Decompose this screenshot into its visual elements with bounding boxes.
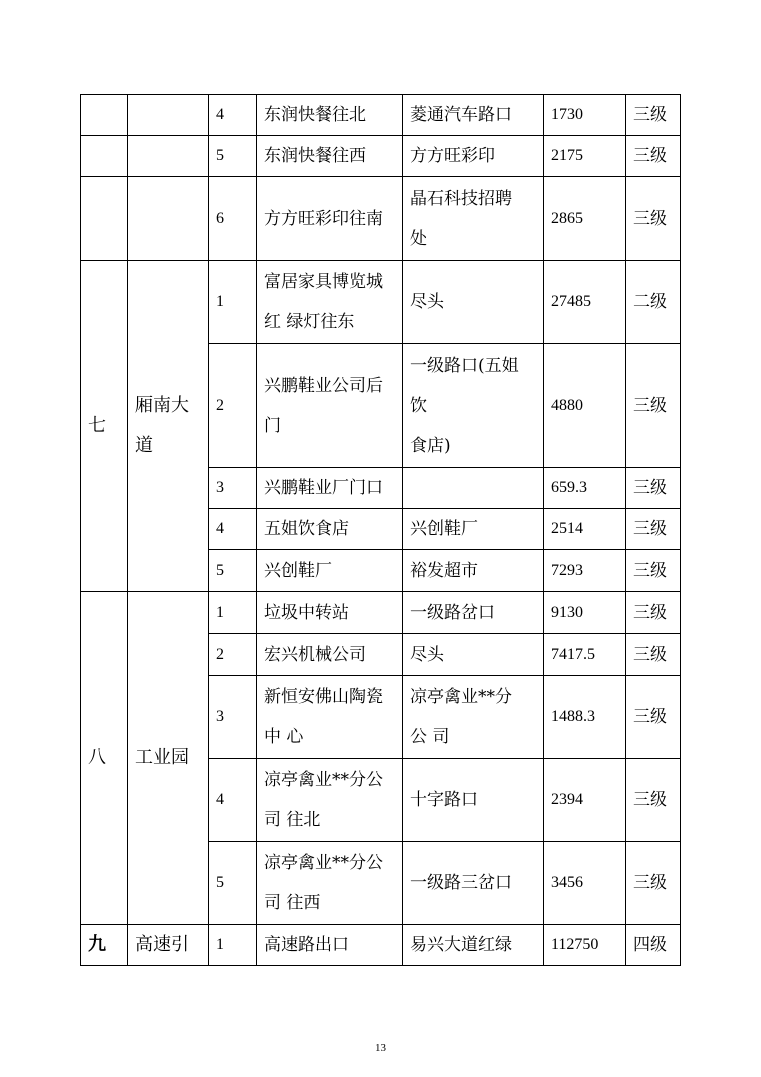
grade-value: 三级 xyxy=(626,468,681,509)
start-point: 兴鹏鞋业厂门口 xyxy=(257,468,403,509)
length-value: 2394 xyxy=(544,759,626,842)
table-row xyxy=(81,136,681,177)
start-point-line: 司 往北 xyxy=(264,810,321,830)
end-point-line: 一级路口(五姐 xyxy=(410,355,519,376)
row-number: 5 xyxy=(209,842,257,925)
row-number: 3 xyxy=(209,676,257,759)
table-row xyxy=(81,177,681,261)
page-number: 13 xyxy=(375,1042,386,1054)
group-index: 七 xyxy=(81,261,128,592)
length-value: 4880 xyxy=(544,344,626,468)
grade-value: 四级 xyxy=(626,925,681,966)
end-point: 裕发超市 xyxy=(403,550,544,592)
road-name-cell xyxy=(128,177,209,261)
start-point-line: 司 往西 xyxy=(264,893,321,913)
start-point: 东润快餐往西 xyxy=(257,136,403,177)
start-point-line: 新恒安佛山陶瓷 xyxy=(264,687,383,707)
road-name: 工业园 xyxy=(128,592,209,925)
grade-value: 三级 xyxy=(626,95,681,136)
end-point-line: 饮 xyxy=(410,395,427,416)
end-point-line: 晶石科技招聘 xyxy=(410,188,512,209)
table-row xyxy=(81,95,681,136)
end-point xyxy=(403,344,544,468)
start-point xyxy=(257,261,403,344)
end-point xyxy=(403,177,544,261)
row-number: 1 xyxy=(209,925,257,966)
end-point: 易兴大道红绿 xyxy=(403,925,544,966)
row-number: 4 xyxy=(209,759,257,842)
road-name-line: 道 xyxy=(135,435,153,456)
row-number: 2 xyxy=(209,344,257,468)
start-point-line: 中 心 xyxy=(264,727,304,747)
group-index: 八 xyxy=(81,592,128,925)
start-point-line: 门 xyxy=(264,415,281,436)
grade-value: 二级 xyxy=(626,261,681,344)
road-name-cell xyxy=(128,136,209,177)
end-point: 兴创鞋厂 xyxy=(403,509,544,550)
end-point: 一级路三岔口 xyxy=(403,842,544,925)
grade-value: 三级 xyxy=(626,177,681,261)
grade-value: 三级 xyxy=(626,842,681,925)
start-point: 方方旺彩印往南 xyxy=(257,177,403,261)
road-table xyxy=(80,94,681,966)
start-point-line: 红 绿灯往东 xyxy=(264,312,355,332)
length-value: 1730 xyxy=(544,95,626,136)
length-value: 7293 xyxy=(544,550,626,592)
table-row xyxy=(81,925,681,966)
start-point: 五姐饮食店 xyxy=(257,509,403,550)
end-point xyxy=(403,468,544,509)
road-name xyxy=(128,261,209,592)
end-point: 尽头 xyxy=(403,261,544,344)
group-index-cell xyxy=(81,177,128,261)
row-number: 3 xyxy=(209,468,257,509)
length-value: 3456 xyxy=(544,842,626,925)
length-value: 2865 xyxy=(544,177,626,261)
end-point-line: 处 xyxy=(410,228,427,249)
end-point: 菱通汽车路口 xyxy=(403,95,544,136)
road-name-cell xyxy=(128,95,209,136)
row-number: 4 xyxy=(209,95,257,136)
road-name: 高速引 xyxy=(128,925,209,966)
start-point-line: 凉亭禽业**分公 xyxy=(264,853,383,873)
end-point: 方方旺彩印 xyxy=(403,136,544,177)
group-index-cell xyxy=(81,95,128,136)
row-number: 2 xyxy=(209,634,257,676)
length-value: 27485 xyxy=(544,261,626,344)
row-number: 5 xyxy=(209,550,257,592)
table-row xyxy=(81,261,681,344)
length-value: 7417.5 xyxy=(544,634,626,676)
start-point xyxy=(257,344,403,468)
length-value: 9130 xyxy=(544,592,626,634)
row-number: 6 xyxy=(209,177,257,261)
start-point: 东润快餐往北 xyxy=(257,95,403,136)
row-number: 4 xyxy=(209,509,257,550)
start-point: 高速路出口 xyxy=(257,925,403,966)
length-value: 1488.3 xyxy=(544,676,626,759)
start-point-line: 凉亭禽业**分公 xyxy=(264,770,383,790)
table-row xyxy=(81,592,681,634)
end-point: 尽头 xyxy=(403,634,544,676)
start-point: 兴创鞋厂 xyxy=(257,550,403,592)
length-value: 112750 xyxy=(544,925,626,966)
start-point xyxy=(257,842,403,925)
start-point: 垃圾中转站 xyxy=(257,592,403,634)
grade-value: 三级 xyxy=(626,759,681,842)
start-point: 宏兴机械公司 xyxy=(257,634,403,676)
end-point-line: 食店) xyxy=(410,435,451,456)
end-point xyxy=(403,676,544,759)
grade-value: 三级 xyxy=(626,676,681,759)
end-point: 一级路岔口 xyxy=(403,592,544,634)
end-point-line: 凉亭禽业**分 xyxy=(410,687,512,707)
grade-value: 三级 xyxy=(626,592,681,634)
group-index-cell xyxy=(81,136,128,177)
grade-value: 三级 xyxy=(626,634,681,676)
start-point xyxy=(257,676,403,759)
start-point xyxy=(257,759,403,842)
length-value: 659.3 xyxy=(544,468,626,509)
length-value: 2175 xyxy=(544,136,626,177)
row-number: 1 xyxy=(209,592,257,634)
grade-value: 三级 xyxy=(626,509,681,550)
grade-value: 三级 xyxy=(626,550,681,592)
grade-value: 三级 xyxy=(626,136,681,177)
row-number: 5 xyxy=(209,136,257,177)
start-point-line: 兴鹏鞋业公司后 xyxy=(264,375,383,396)
group-index: 九 xyxy=(81,925,128,966)
row-number: 1 xyxy=(209,261,257,344)
end-point: 十字路口 xyxy=(403,759,544,842)
start-point-line: 富居家具博览城 xyxy=(264,272,383,292)
end-point-line: 公 司 xyxy=(410,727,450,747)
road-name-line: 厢南大 xyxy=(135,395,189,416)
grade-value: 三级 xyxy=(626,344,681,468)
length-value: 2514 xyxy=(544,509,626,550)
